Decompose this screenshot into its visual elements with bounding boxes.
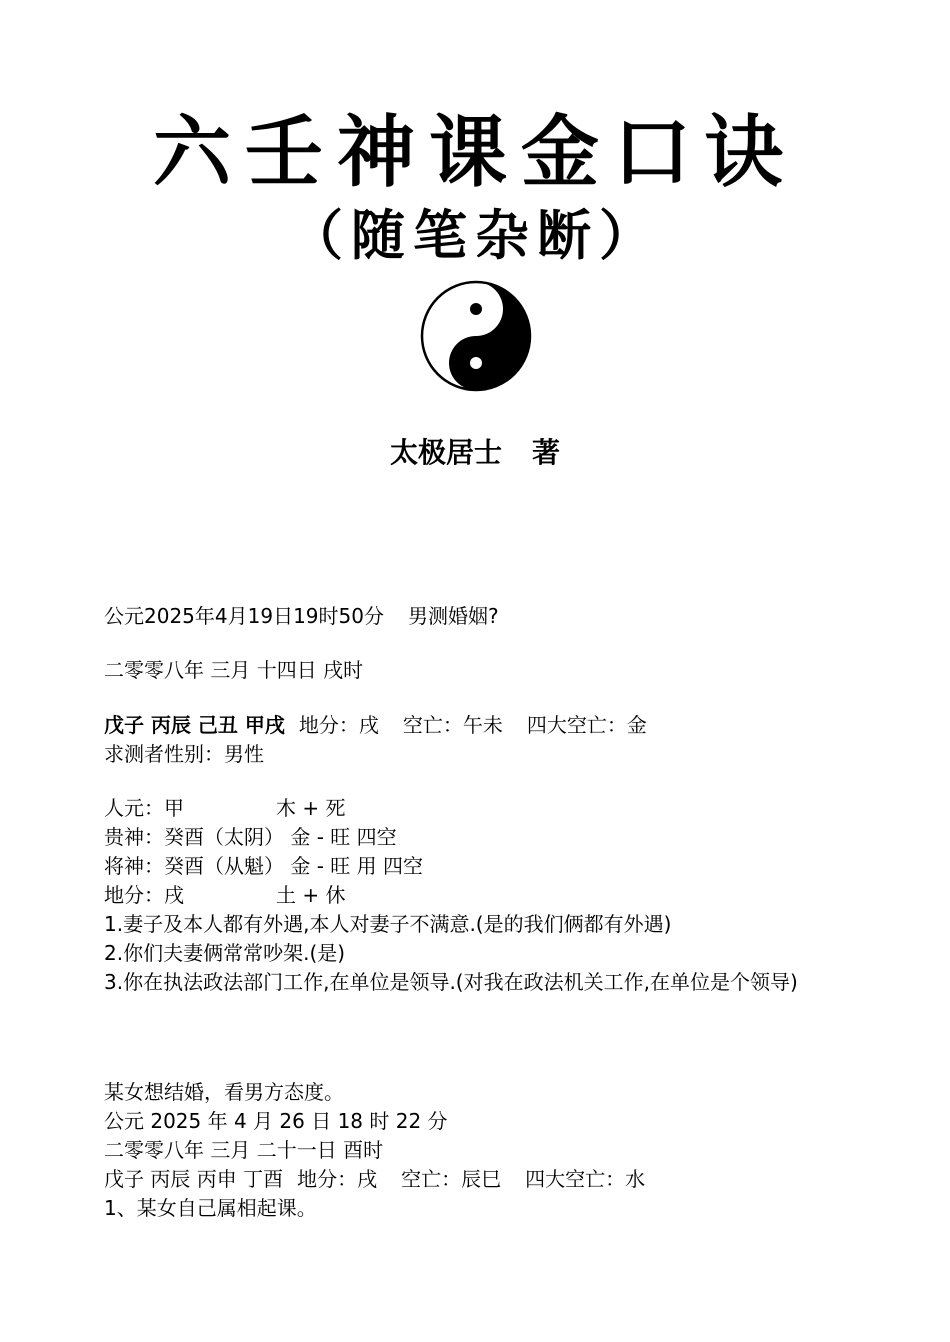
case1-difen2 [104,881,345,910]
case1-guishen: 贵神：癸酉（太阴） 金 - 旺 四空 [104,825,397,849]
case1-ganzhi-line [104,711,647,740]
case2-ganzhi: 戊子 丙辰 丙申 丁酉 [104,1167,284,1191]
case2-kongwang: 空亡：辰巳 [401,1167,502,1191]
case1-difen2-value: 土 + 休 [276,883,346,907]
case1-point1: 1.妻子及本人都有外遇,本人对妻子不满意.(是的我们俩都有外遇) [104,912,672,936]
case1-difen2-label: 地分：戌 [104,883,184,907]
case1-point3: 3.你在执法政法部门工作,在单位是领导.(对我在政法机关工作,在单位是个领导) [104,970,798,994]
author-name: 太极居士 [389,436,502,469]
case1-renyuan-value: 木 + 死 [276,796,346,820]
case1-datetime: 公元2025年4月19日19时50分 [104,604,384,628]
case1-question: 男测婚姻? [407,604,499,628]
case2-point1: 1、某女自己属相起课。 [104,1196,317,1220]
case2-lunar: 二零零八年 三月 二十一日 酉时 [104,1138,384,1162]
case1-lunar: 二零零八年 三月 十四日 戌时 [104,658,364,682]
case1-ganzhi: 戊子 丙辰 己丑 甲戌 [104,713,285,737]
case1-jiangshen: 将神：癸酉（从魁） 金 - 旺 用 四空 [104,854,424,878]
author-role: 著 [532,436,561,469]
case2-datetime: 公元 2025 年 4 月 26 日 18 时 22 分 [104,1109,448,1133]
case1-header [104,602,499,631]
case1-sida: 四大空亡：金 [526,713,647,737]
case2-sida: 四大空亡：水 [525,1167,646,1191]
case1-renyuan [104,794,345,823]
case1-renyuan-label: 人元：甲 [104,796,184,820]
case2-difen: 地分：戌 [297,1167,378,1191]
case1-gender: 求测者性别：男性 [104,742,264,766]
case1-point2: 2.你们夫妻俩常常吵架.(是) [104,941,346,965]
document-subtitle: （随笔杂断） [289,203,661,267]
author-line [0,433,950,473]
case2-ganzhi-line [104,1165,645,1194]
case1-kongwang: 空亡：午未 [402,713,503,737]
case2-intro: 某女想结婚，看男方态度。 [104,1080,344,1104]
document-title: 六壬神课金口诀 [152,107,797,198]
case1-difen: 地分：戌 [298,713,379,737]
yin-yang-icon [420,280,532,392]
